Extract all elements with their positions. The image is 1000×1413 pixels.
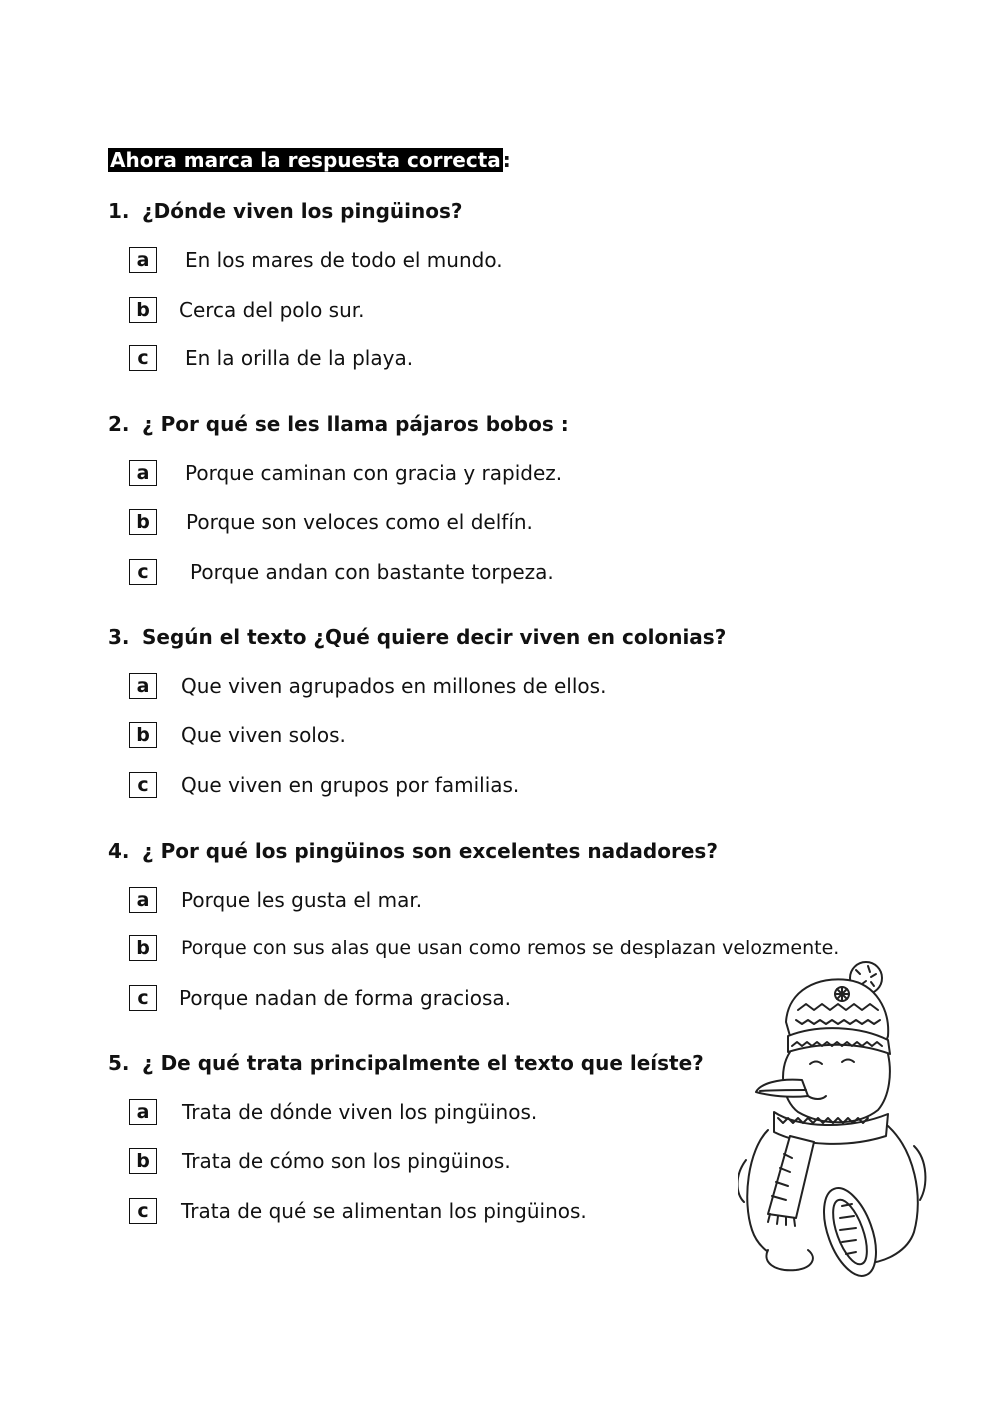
option-text: En la orilla de la playa. (185, 346, 414, 370)
question-number: 1. (108, 199, 130, 223)
option-text: Trata de cómo son los pingüinos. (182, 1149, 511, 1173)
option-text: Porque andan con bastante torpeza. (190, 560, 554, 584)
option-text: Que viven agrupados en millones de ellos. (181, 674, 607, 698)
option-letter-box[interactable]: a (129, 247, 157, 273)
option-text: Trata de dónde viven los pingüinos. (182, 1100, 538, 1124)
option-letter-box[interactable]: a (129, 887, 157, 913)
question-text: Según el texto ¿Qué quiere decir viven en colonias? (142, 625, 727, 649)
question-text: ¿Dónde viven los pingüinos? (142, 199, 463, 223)
option-text: Porque les gusta el mar. (181, 888, 423, 912)
question-3 (108, 624, 726, 650)
option-text: Porque con sus alas que usan como remos se desplazan velozmente. (181, 937, 840, 959)
option-letter-box[interactable]: b (129, 722, 157, 748)
question-4 (108, 838, 718, 864)
option-text: Porque caminan con gracia y rapidez. (185, 461, 563, 485)
question-number: 2. (108, 412, 130, 436)
question-text: ¿ Por qué los pingüinos son excelentes nadadores? (142, 839, 718, 863)
option-letter-box[interactable]: b (129, 1148, 157, 1174)
option-letter-box[interactable]: a (129, 673, 157, 699)
option-text: Porque nadan de forma graciosa. (179, 986, 512, 1010)
option-letter-box[interactable]: b (129, 297, 157, 323)
question-1 (108, 198, 463, 224)
question-2 (108, 411, 569, 437)
question-text: ¿ De qué trata principalmente el texto que leíste? (142, 1051, 704, 1075)
option-text: Que viven en grupos por familias. (181, 773, 520, 797)
option-letter-box[interactable]: b (129, 935, 157, 961)
question-number: 3. (108, 625, 130, 649)
option-text: Que viven solos. (181, 723, 346, 747)
question-5 (108, 1050, 704, 1076)
instruction-highlight: Ahora marca la respuesta correcta (110, 148, 501, 172)
option-letter-box[interactable]: c (129, 985, 157, 1011)
option-letter-box[interactable]: a (129, 460, 157, 486)
option-letter-box[interactable]: a (129, 1099, 157, 1125)
option-letter-box[interactable]: b (129, 509, 157, 535)
option-letter-box[interactable]: c (129, 772, 157, 798)
option-letter-box[interactable]: c (129, 345, 157, 371)
option-text: Trata de qué se alimentan los pingüinos. (181, 1199, 587, 1223)
option-letter-box[interactable]: c (129, 1198, 157, 1224)
instruction-suffix: : (502, 148, 511, 172)
penguin-icon (738, 950, 928, 1280)
option-text: Porque son veloces como el delfín. (186, 510, 533, 534)
question-number: 4. (108, 839, 130, 863)
option-text: En los mares de todo el mundo. (185, 248, 503, 272)
instruction-heading (108, 143, 511, 177)
option-letter-box[interactable]: c (129, 559, 157, 585)
question-text: ¿ Por qué se les llama pájaros bobos : (142, 412, 569, 436)
question-number: 5. (108, 1051, 130, 1075)
option-text: Cerca del polo sur. (179, 298, 365, 322)
